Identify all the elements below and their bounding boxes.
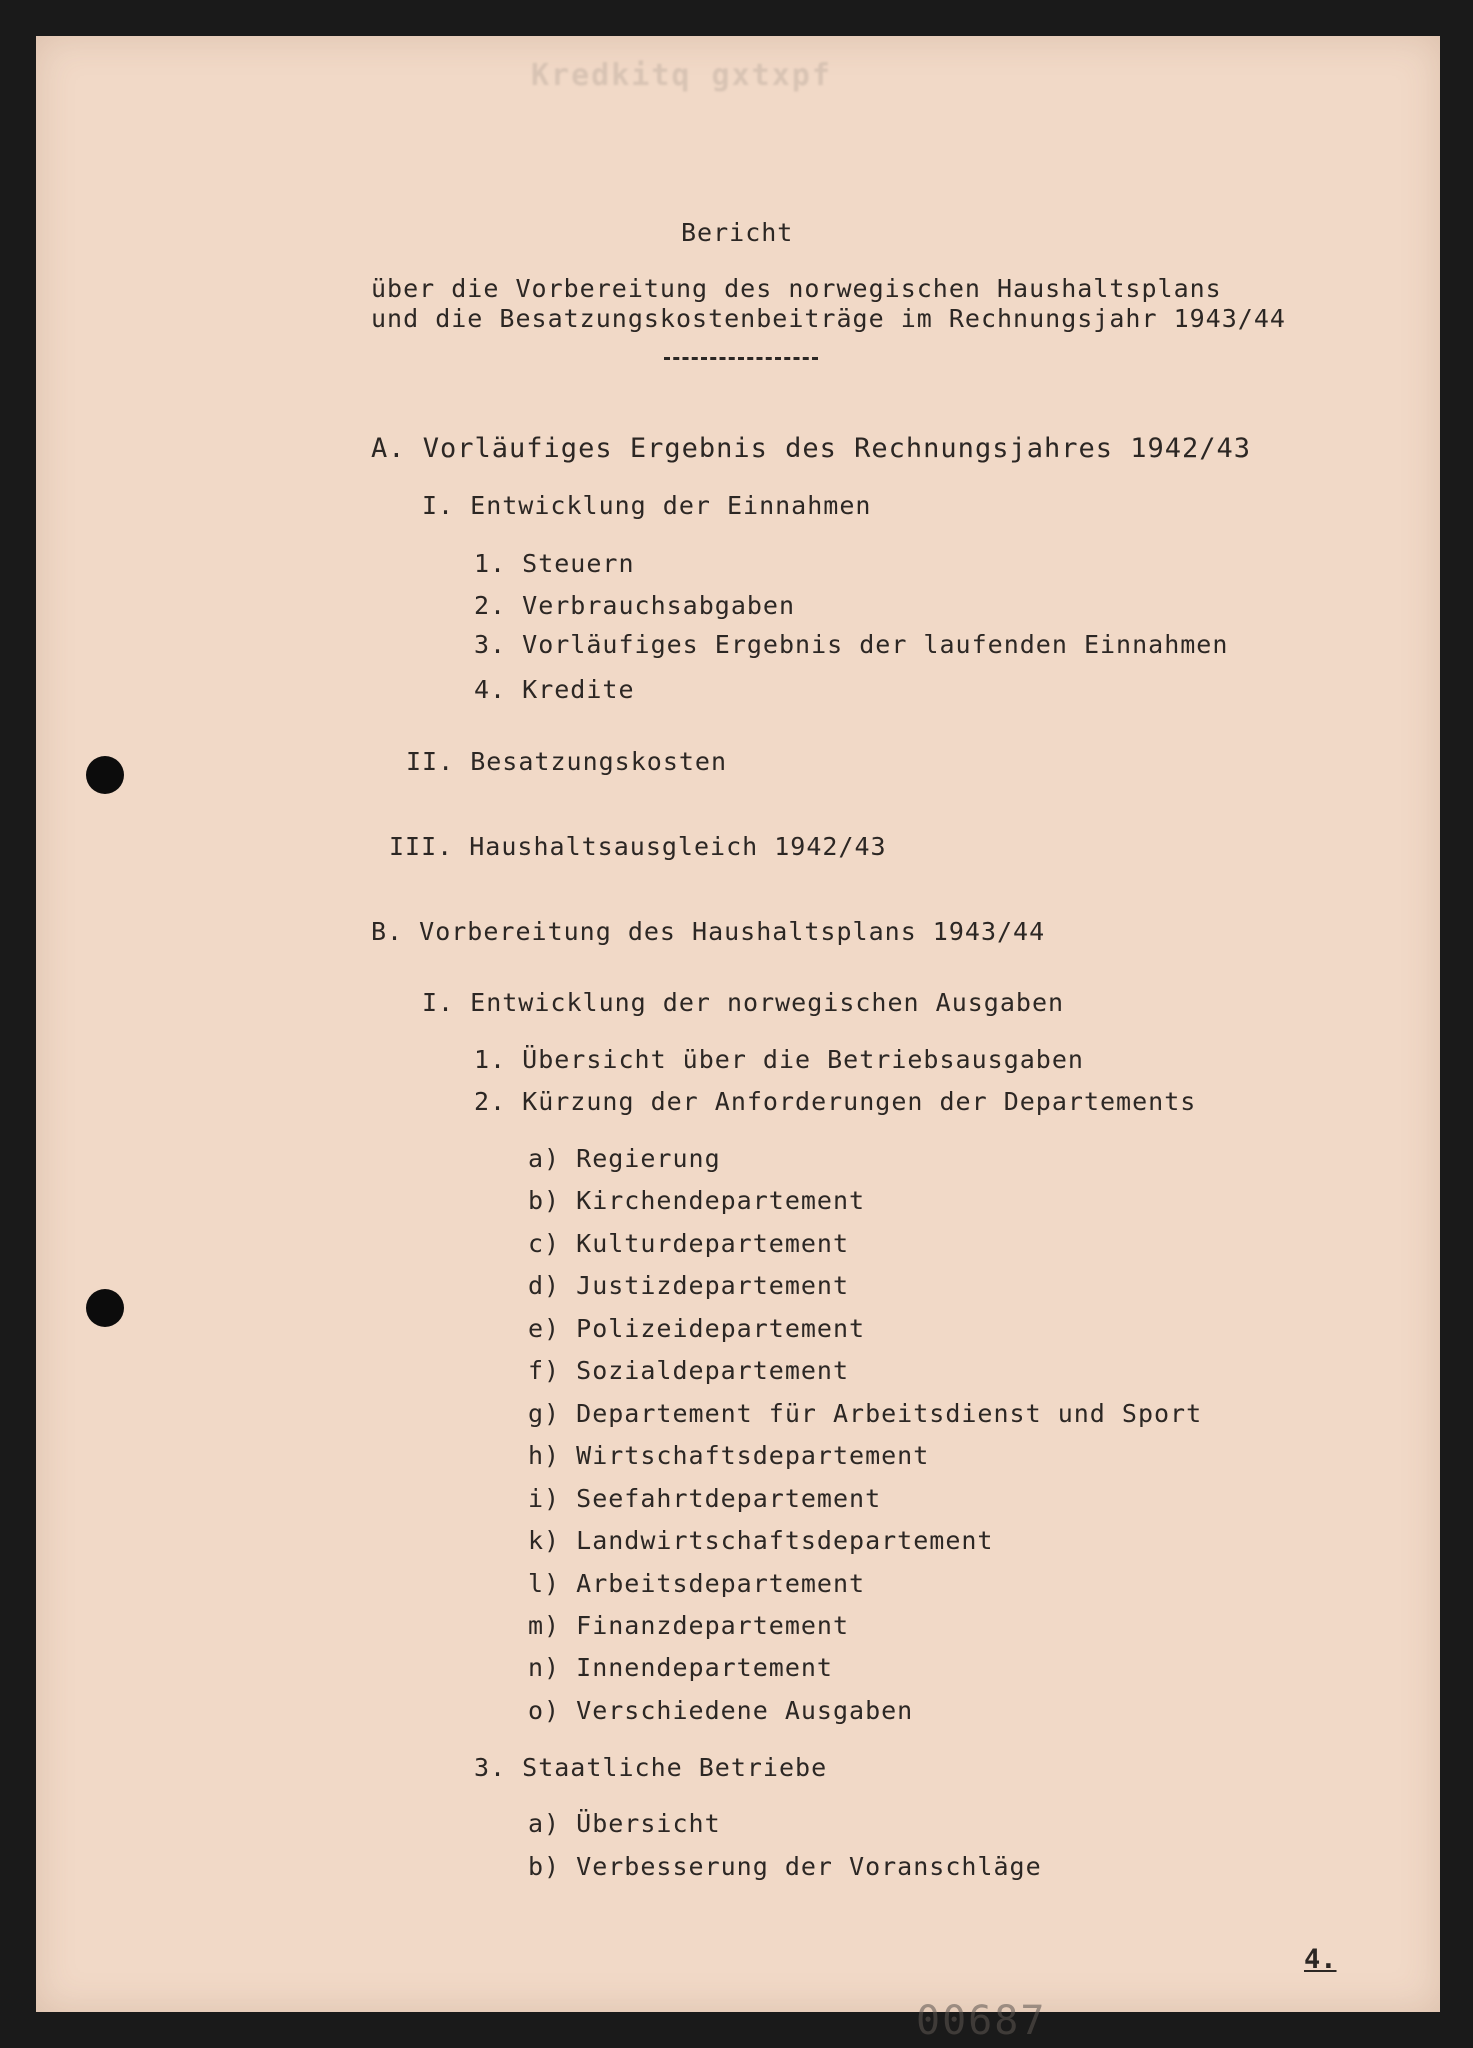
faded-header-stamp: Kredkitq gxtxpf <box>531 58 832 93</box>
page-number: 4. <box>1304 1944 1337 1975</box>
section-a-iii: III. Haushaltsausgleich 1942/43 <box>389 832 887 861</box>
section-b-heading: B. Vorbereitung des Haushaltsplans 1943/44 <box>371 917 1046 946</box>
department-item: h) Wirtschaftsdepartement <box>528 1441 930 1470</box>
title-divider <box>664 357 818 360</box>
section-a-i-1: 1. Steuern <box>474 549 635 578</box>
section-a-i: I. Entwicklung der Einnahmen <box>422 491 872 520</box>
section-b-i-2: 2. Kürzung der Anforderungen der Departements <box>474 1087 1197 1116</box>
department-item: f) Sozialdepartement <box>528 1356 850 1385</box>
section-b-i-3: 3. Staatliche Betriebe <box>474 1753 828 1782</box>
section-a-i-4: 4. Kredite <box>474 675 635 704</box>
document-title: Bericht <box>681 218 794 247</box>
betriebe-item: a) Übersicht <box>528 1809 721 1838</box>
department-item: c) Kulturdepartement <box>528 1229 850 1258</box>
section-a-i-2: 2. Verbrauchsabgaben <box>474 591 796 620</box>
section-a-heading: A. Vorläufiges Ergebnis des Rechnungsjahres 1942/43 <box>371 433 1252 464</box>
department-item: m) Finanzdepartement <box>528 1611 850 1640</box>
section-b-i-1: 1. Übersicht über die Betriebsausgaben <box>474 1045 1084 1074</box>
department-item: l) Arbeitsdepartement <box>528 1569 866 1598</box>
department-item: o) Verschiedene Ausgaben <box>528 1696 914 1725</box>
betriebe-item: b) Verbesserung der Voranschläge <box>528 1852 1042 1881</box>
section-a-i-3: 3. Vorläufiges Ergebnis der laufenden Einnahmen <box>474 630 1229 659</box>
department-item: d) Justizdepartement <box>528 1271 850 1300</box>
archive-number-stamp: 00687 <box>916 1998 1047 2044</box>
department-item: b) Kirchendepartement <box>528 1186 866 1215</box>
subtitle-line-1: über die Vorbereitung des norwegischen Haushaltsplans <box>371 274 1222 303</box>
section-a-ii: II. Besatzungskosten <box>406 747 728 776</box>
department-item: k) Landwirtschaftsdepartement <box>528 1526 994 1555</box>
subtitle-line-2: und die Besatzungskostenbeiträge im Rechnungsjahr 1943/44 <box>371 304 1286 333</box>
punch-hole <box>86 1289 124 1327</box>
section-b-i: I. Entwicklung der norwegischen Ausgaben <box>422 988 1065 1017</box>
department-item: e) Polizeidepartement <box>528 1314 866 1343</box>
department-item: i) Seefahrtdepartement <box>528 1484 882 1513</box>
department-item: g) Departement für Arbeitsdienst und Sport <box>528 1399 1203 1428</box>
department-item: n) Innendepartement <box>528 1653 833 1682</box>
document-page <box>36 36 1440 2044</box>
department-item: a) Regierung <box>528 1144 721 1173</box>
punch-hole <box>86 756 124 794</box>
